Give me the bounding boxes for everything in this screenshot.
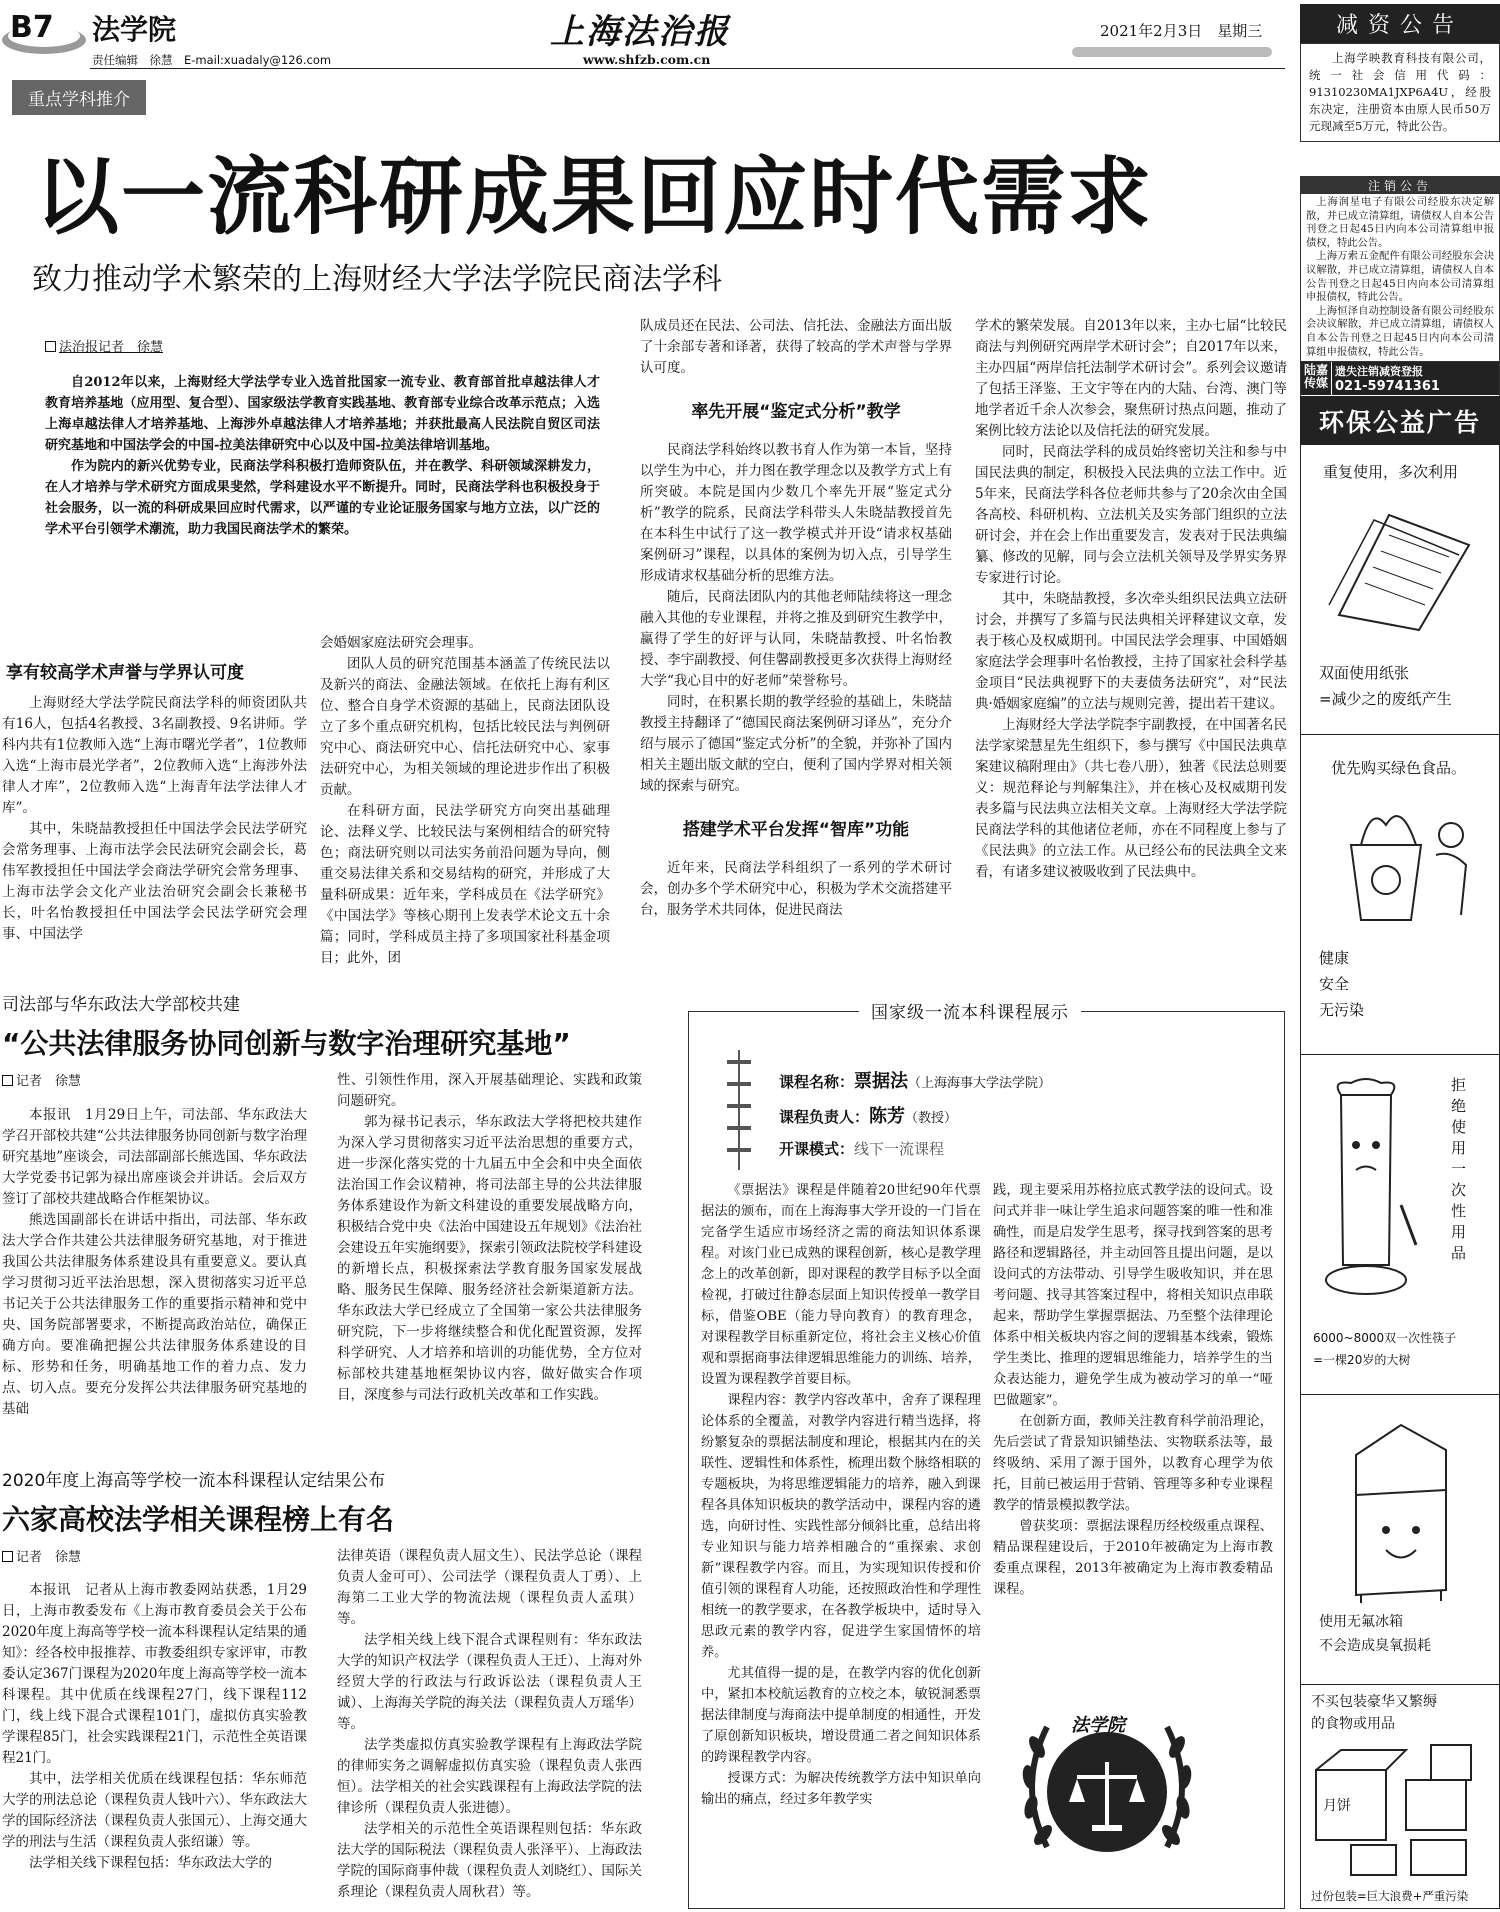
eco-panel-packaging — [1301, 1685, 1499, 1912]
article2-title: “公共法律服务协同创新与数字治理研究基地” — [2, 1027, 571, 1060]
contact-strip — [1301, 361, 1499, 395]
dereg-entry: 上海万索五金配件有限公司经股东会决议解散，并已成立清算组，请债权人自本公告刊登之日起45日内向本公司清算组申报债权，特此公告。 — [1306, 250, 1494, 304]
paragraph: 同时，民商法学科的成员始终密切关注和参与中国民法典的制定，积极投入民法典的立法工作中。近5年来，民商法学科各位老师共参与了20余次由全国各高校、科研机构、立法机关及实务部门组织的立法研讨会，并在会上作出重要发言，发表对于民法典编纂、修改的见解，同与会立法机关领导及学界实务界专家进行讨论。 — [975, 444, 1287, 586]
deregistration-notices — [1300, 176, 1500, 413]
dereg-title: 注销公告 — [1301, 177, 1499, 194]
issue-date: 2021年2月3日 星期三 — [1100, 22, 1263, 40]
eco-panel-fridge — [1301, 1395, 1499, 1685]
course-name-row: 课程名称：票据法（上海海事大学法学院） — [779, 1071, 1052, 1092]
paragraph: 其中，法学相关优质在线课程包括：华东师范大学的刑法总论（课程负责人钱叶六）、华东政法大学的国际经济法（课程负责人张国元）、上海交通大学的刑法与生活（课程负责人张绍谦）等。 — [2, 1771, 307, 1850]
main-byline: 法治报记者 徐慧 — [45, 336, 163, 355]
eco-panel-top: 优先购买绿色食品。 — [1331, 759, 1467, 777]
paragraph: 法学相关线下课程包括：华东政法大学的 — [29, 1855, 272, 1871]
article3-kicker: 2020年度上海高等学校一流本科课程认定结果公布 — [2, 1471, 386, 1491]
paper-name: 上海法治报 — [550, 12, 730, 52]
seal-text: 法学院 — [1071, 1715, 1125, 1736]
eco-panel-food — [1301, 735, 1499, 1055]
paragraph: 性、引领性作用，深入开展基础理论、实践和政策问题研究。 — [337, 1072, 642, 1109]
eco-panel-top: 拒 绝 使 用 一 次 性 用 品 — [1451, 1076, 1467, 1262]
paragraph: 会婚姻家庭法研究会理事。 — [320, 635, 482, 651]
paragraph: 民商法学科始终以教书育人作为第一本旨，坚持以学生为中心，并力图在教学理念以及教学方式上有所突破。本院是国内少数几个率先开展“鉴定式分析”教学的院系，民商法学科带头人朱晓喆教授首先在本科生中试行了这一教学模式并开设“请求权基础案例研习”课程，以具体的案例为切入点，引导学生形成请求权基础分析的思维方法。 — [640, 442, 952, 584]
mooncake-label: 月饼 — [1323, 1798, 1351, 1814]
paragraph: 在科研方面，民法学研究方向突出基础理论、法释义学、比较民法与案例相结合的研究特色；商法研究则以司法实务前沿问题为导向，侧重交易法律关系和交易结构的研究，并形成了大量科研成果：近年来，学科成员在《法学研究》《中国法学》等核心期刊上发表学术论文五十余篇；同时，学科成员主持了多项国家社科基金项目；此外，团 — [320, 803, 610, 966]
paragraph: 队成员还在民法、公司法、信托法、金融法方面出版了十余部专著和译著，获得了较高的学术声誉与学界认可度。 — [640, 318, 952, 376]
dereg-entry: 上海恒泽自动控制设备有限公司经股东会决议解散，并已成立清算组，请债权人自本公告刊登之日起45日内向本公司清算组申报债权，特此公告。 — [1306, 304, 1494, 358]
course-mode-row: 开课模式：线下一流课程 — [779, 1140, 945, 1158]
main-col-3 — [640, 316, 952, 921]
eco-panel-bottom: 6000~8000双一次性筷子 =一棵20岁的大树 — [1313, 1331, 1457, 1367]
eco-ad-title: 环保公益广告 — [1301, 397, 1499, 445]
section-tag: 重点学科推介 — [12, 80, 146, 115]
paragraph: 法律英语（课程负责人屈文生）、民法学总论（课程负责人金可可）、公司法学（课程负责人丁勇）、上海第二工业大学的物流法规（课程负责人孟琪）等。 — [337, 1548, 642, 1627]
eco-panel-bottom: 过份包装=巨大浪费+严重污染 — [1311, 1889, 1469, 1903]
section-title: 率先开展“鉴定式分析”教学 — [691, 402, 901, 422]
spiral-binding-icon — [727, 1050, 751, 1170]
tree-stump-icon — [1311, 1075, 1421, 1305]
refrigerator-icon — [1341, 1415, 1461, 1605]
paragraph: 学术的繁荣发展。自2013年以来，主办七届“比较民商法与判例研究两岸学术研讨会”；自2017年以来，主办四届“两岸信托法制学术研讨会”。系列会议邀请了包括王泽鉴、王文宇等在内的大陆、台湾、澳门等地学者近千余人次参会，聚焦研讨热点问题，推动了案例比较方法论以及信托法的研究发展。 — [975, 318, 1287, 439]
editor-line: 责任编辑 徐慧 E-mail:xuadaly@126.com — [92, 53, 332, 67]
page-number-badge — [0, 6, 96, 56]
notice-column — [1300, 4, 1500, 142]
article3-col-1 — [2, 1580, 307, 1874]
law-school-seal — [1007, 1687, 1207, 1887]
paragraph: 本报讯 1月29日上午，司法部、华东政法大学召开部校共建“公共法律服务协同创新与数字治理研究基地”座谈会，司法部副部长熊选国、华东政法大学党委书记郭为禄出席座谈会并讲话。会后双方签订了部校共建战略合作框架协议。 — [2, 1107, 307, 1207]
main-col-1 — [2, 648, 307, 945]
section-name: 法学院 — [92, 13, 177, 46]
contact-service: 遗失注销减资登报 — [1335, 365, 1424, 379]
lead-paragraph: 作为院内的新兴优势专业，民商法学科积极打造师资队伍，并在教学、科研领域深耕发力，在人才培养与学术研究方面成果斐然，学科建设水平不断提升。同时，民商法学科也积极投身于社会服务，以一流的科研成果回应时代需求，以严谨的专业论证服务国家与地方立法，以广泛的学术平台引领学术潮流，助力我国民商法学术的繁荣。 — [45, 459, 600, 537]
paragraph: 郭为禄书记表示，华东政法大学将把校共建作为深入学习贯彻落实习近平法治思想的重要方式，进一步深化落实党的十九届五中全会和中央全面依法治国工作会议精神，将司法部主导的公共法律服务体系建设作为新文科建设的重要发展战略方向，积极结合党中央《法治中国建设五年规划》《法治社会建设五年实施纲要》，探索引领政法院校学科建设的新增长点，积极探索法学教育服务国家发展战略、服务民生保障、服务经济社会新渠道新方法。华东政法大学已经成立了全国第一家公共法律服务研究院，下一步将继续整合和优化配置资源，发挥科学研究、人才培养和培训的功能优势，全方位对标部校共建基地框架协议内容，做好做实合作项目，深度参与司法行政机关改革和工作实践。 — [337, 1114, 642, 1403]
paragraph: 其中，朱晓喆教授担任中国法学会民法学研究会常务理事、上海市法学会民法研究会副会长，葛伟军教授担任中国法学会商法学研究会常务理事、上海市法学会文化产业法治研究会副会长兼秘书长，叶名怡教授担任中国法学会民法学研究会理事、中国法学 — [2, 821, 307, 942]
section-title: 搭建学术平台发挥“智库”功能 — [682, 820, 910, 840]
grocery-bag-icon — [1331, 795, 1481, 925]
date-bar — [1072, 47, 1272, 57]
paragraph: 熊选国副部长在讲话中指出，司法部、华东政法大学合作共建公共法律服务研究基地，对于推进我国公共法律服务体系建设具有重要意义。要认真学习贯彻习近平法治思想，深入贯彻落实习近平总书记关于公共法律服务工作的重要指示精神和党中央、国务院部署要求，不断提高政治站位，确保正确方向。要准确把握公共法律服务体系建设的目标、形势和任务，明确基地工作的着力点、发力点、切入点。要充分发挥公共法律服务研究基地的基础 — [2, 1212, 307, 1417]
paragraph: 践，现主要采用苏格拉底式教学法的设问式。设问式并非一味让学生追求问题答案的唯一性和准确性，而是启发学生思考，探寻找到答案的思考路径和逻辑路径，并主动回答且提出问题，是以设问式的方法带动、引导学生吸收知识，并在思考问题、找寻其答案过程中，将相关知识点串联起来，帮助学生掌握票据法、乃至整个法律理论体系中相关板块内容之间的逻辑基本线索，锻炼学生类比、推理的逻辑思维能力，培养学生的当众表达能力，避免学生成为被动学习的单一“哑巴做题家”。 — [993, 1183, 1273, 1408]
paragraph: 法学相关线上线下混合式课程则有：华东政法大学的知识产权法学（课程负责人王迁）、上海对外经贸大学的行政法与行政诉讼法（课程负责人王诚）、上海海关学院的海关法（课程负责人万瑶华）等。 — [337, 1632, 642, 1732]
article3-col-2 — [337, 1546, 642, 1903]
headline: 以一流科研成果回应时代需求 — [35, 148, 1154, 246]
article3-title: 六家高校法学相关课程榜上有名 — [2, 1503, 395, 1536]
paragraph: 授课方式：为解决传统教学方法中知识单向输出的痛点，经过多年教学实 — [701, 1771, 981, 1807]
eco-panel-top: 重复使用，多次利用 — [1323, 463, 1459, 481]
article3-byline: 记者 徐慧 — [2, 1546, 81, 1565]
paragraph: 上海财经大学法学院民商法学科的师资团队共有16人，包括4名教授、3名副教授、9名讲师。学科内共有1位教师入选“上海市曙光学者”，1位教师入选“上海市晨光学者”，2位教师入选“上海涉外法律人才库”，2位教师入选“上海青年法学法律人才库”。 — [2, 695, 307, 816]
capital-reduction-notice: 上海学映教育科技有限公司，统一社会信用代码：91310230MA1JXP6A4U，经股东决定，注册资本由原人民币50万元现减至5万元，特此公告。 — [1300, 43, 1500, 142]
article2-kicker: 司法部与华东政法大学部校共建 — [2, 995, 240, 1015]
paragraph: 同时，在积累长期的教学经验的基础上，朱晓喆教授主持翻译了“德国民商法案例研习译丛”，充分介绍与展示了德国“鉴定式分析”的全貌，并弥补了国内相关主题出版文献的空白，便利了国内学界对相关领域的探索与研究。 — [640, 694, 952, 794]
course-box-header: 国家级一流本科课程展示 — [859, 998, 1081, 1023]
eco-panel-bottom: 健康 安全 无污染 — [1319, 949, 1365, 1019]
main-lead — [45, 372, 600, 540]
eco-panel-bottom: 双面使用纸张 =减少之的废纸产生 — [1319, 664, 1452, 708]
course-col-2 — [993, 1180, 1273, 1600]
paragraph: 在创新方面，教师关注教育科学前沿理论，先后尝试了背景知识铺垫法、实物联系法等，最终吸纳、采用了源于国外，以教育心理学为依托，目前已被运用于营销、管理等多种专业课程教学的情景模拟教学法。 — [993, 1414, 1273, 1513]
course-showcase-box — [688, 1003, 1285, 1909]
paragraph: 其中，朱晓喆教授，多次牵头组织民法典立法研讨会，并撰写了多篇与民法典相关评释建议文章，发表于核心及权威期刊。中国民法学会理事、中国婚姻家庭法学会理事叶名怡教授，主持了国家社会科学基金项目“民法典视野下的夫妻债务法研究”，对“民法典·婚姻家庭编”的立法与规则完善，提出若干建议。 — [975, 591, 1287, 712]
eco-panel-chopsticks — [1301, 1055, 1499, 1395]
paragraph: 法学类虚拟仿真实验教学课程有上海政法学院的律师实务之调解虚拟仿真实验（课程负责人张西恒）。法学相关的社会实践课程有上海政法学院的法律诊所（课程负责人张进德）。 — [337, 1737, 642, 1816]
main-col-4 — [975, 316, 1287, 883]
lead-paragraph: 自2012年以来，上海财经大学法学专业入选首批国家一流专业、教育部首批卓越法律人才教育培养基地（应用型、复合型）、国家级法学教育实践基地、教育部专业综合改革示范点；入选上海卓越法律人才培养基地、上海涉外卓越法律人才培养基地；并获批最高人民法院自贸区司法研究基地和中国法学会的中国-拉美法律研究中心以及中国-拉美法律培训基地。 — [45, 375, 600, 453]
course-col-1 — [701, 1180, 981, 1810]
article2-col-1 — [2, 1105, 307, 1420]
eco-panel-bottom: 使用无氟冰箱 不会造成臭氧损耗 — [1319, 1614, 1431, 1654]
contact-phone: 021-59741361 — [1335, 379, 1440, 395]
paragraph: 《票据法》课程是伴随着20世纪90年代票据法的颁布，而在上海海事大学开设的一门旨在完备学生适应市场经济之需的商法知识体系课程。对该门业已成熟的课程创新，核心是教学理念上的改革创新，即对课程的教学目标予以全面检视，打破过往静态层面上知识传授单一教学目标，借鉴OBE（能力导向教育）的教育理念，对课程教学目标重新定位，将社会主义核心价值观和票据商事法律逻辑思维能力的训练、培养，设置为课程教学首要目标。 — [701, 1183, 981, 1387]
paragraph: 本报讯 记者从上海市教委网站获悉，1月29日，上海市教委发布《上海市教育委员会关于公布2020年度上海高等学校一流本科课程认定结果的通知》：经各校申报推荐、市教委组织专家评审，市教委认定367门课程为2020年度上海高等学校一流本科课程。其中优质在线课程27门，线下课程112门，线上线下混合式课程101门，虚拟仿真实验教学课程85门，社会实践课程21门，示范性全英语课程21门。 — [2, 1582, 307, 1766]
paragraph: 团队人员的研究范围基本涵盖了传统民法以及新兴的商法、金融法领域。在依托上海有利区位、整合自身学术资源的基础上，民商法团队设立了多个重点研究机构，包括比较民法与判例研究中心、商法研究中心、信托法研究中心、家事法研究中心，为相关领域的理论进步作出了积极贡献。 — [320, 656, 610, 798]
article2-col-2 — [337, 1070, 642, 1406]
header-rule — [90, 68, 1285, 69]
course-lead-row: 课程负责人：陈芳（教授） — [779, 1106, 958, 1127]
dereg-entry: 上海润星电子有限公司经股东决定解散，并已成立清算组，请债权人自本公告刊登之日起45日内向本公司清算组申报债权，特此公告。 — [1306, 196, 1494, 249]
eco-panel-paper — [1301, 445, 1499, 735]
paragraph: 曾获奖项：票据法课程历经校级重点课程、精品课程建设后，于2010年被确定为上海市教委重点课程，2013年被确定为上海市教委精品课程。 — [993, 1519, 1273, 1597]
eco-ad — [1300, 396, 1500, 1909]
paper-sheets-icon — [1319, 495, 1479, 635]
paragraph: 法学相关的示范性全英语课程则包括：华东政法大学的国际税法（课程负责人张泽平）、上海政法学院的国际商事仲裁（课程负责人刘晓红）、国际关系理论（课程负责人周秋君）等。 — [337, 1821, 642, 1900]
agency-name: 陆嘉 传媒 — [1301, 362, 1331, 395]
paragraph: 近年来，民商法学科组织了一系列的学术研讨会，创办多个学术研究中心，积极为学术交流搭建平台，服务学术共同体，促进民商法 — [640, 860, 952, 918]
page-number: B7 — [10, 10, 54, 45]
notice-title: 减资公告 — [1300, 4, 1500, 43]
paragraph: 尤其值得一提的是，在教学内容的优化创新中，紧扣本校航运教育的立校之本，敏锐洞悉票据法律制度与海商法中提单制度的相通性，开发了原创新知识板块，增设贯通二者之间知识体系的跨课程教学内容。 — [701, 1666, 981, 1765]
main-col-2 — [320, 633, 610, 969]
article2-byline: 记者 徐慧 — [2, 1070, 81, 1089]
paragraph: 上海财经大学法学院李宇副教授，在中国著名民法学家梁慧星先生组织下，参与撰写《中国民法典草案建议稿附理由》（共七卷八册），独著《民法总则要义：规范释论与判解集注》，并在核心及权威期刊发表多篇与民法典立法相关文章。上海财经大学法学院民商法学科的其他诸位老师，亦在不同程度上参与了《民法典》的立法工作。从已经公布的民法典全文来看，有诸多建议被吸收到了民法典中。 — [975, 717, 1287, 880]
eco-panel-top: 不买包装豪华又繁缛 的食物或用品 — [1311, 1694, 1437, 1732]
paragraph: 课程内容：教学内容改革中，舍弃了课程理论体系的全覆盖，对教学内容进行精当选择，将纷繁复杂的票据法制度和理论，根据其内在的关联性、逻辑性和体系性，梳理出数个脉络相联的专题板块，为将思维逻辑能力的培养，融入到课程各具体知识板块的教学活动中，课程内容的遴选，向研讨性、实践性部分倾斜比重，总结出将专业知识与能力培养相融合的“重探索、求创新”课程教学内容。而且，为实现知识传授和价值引领的课程育人功能，还按照政治性和学理性相统一的教学要求，在各教学板块中，适时导入思政元素的教学内容，促进学生家国情怀的培养。 — [701, 1393, 981, 1660]
section-title: 享有较高学术声誉与学界认可度 — [6, 663, 244, 683]
website: www.shfzb.com.cn — [583, 52, 711, 67]
paragraph: 随后，民商法团队内的其他老师陆续将这一理念融入其他的专业课程，并将之推及到研究生教学中，赢得了学生的好评与认同，朱晓喆教授、叶名怡教授、李宇副教授、何佳馨副教授更多次获得上海财经大学“我心目中的好老师”荣誉称号。 — [640, 589, 952, 689]
subheadline: 致力推动学术繁荣的上海财经大学法学院民商法学科 — [32, 262, 722, 297]
